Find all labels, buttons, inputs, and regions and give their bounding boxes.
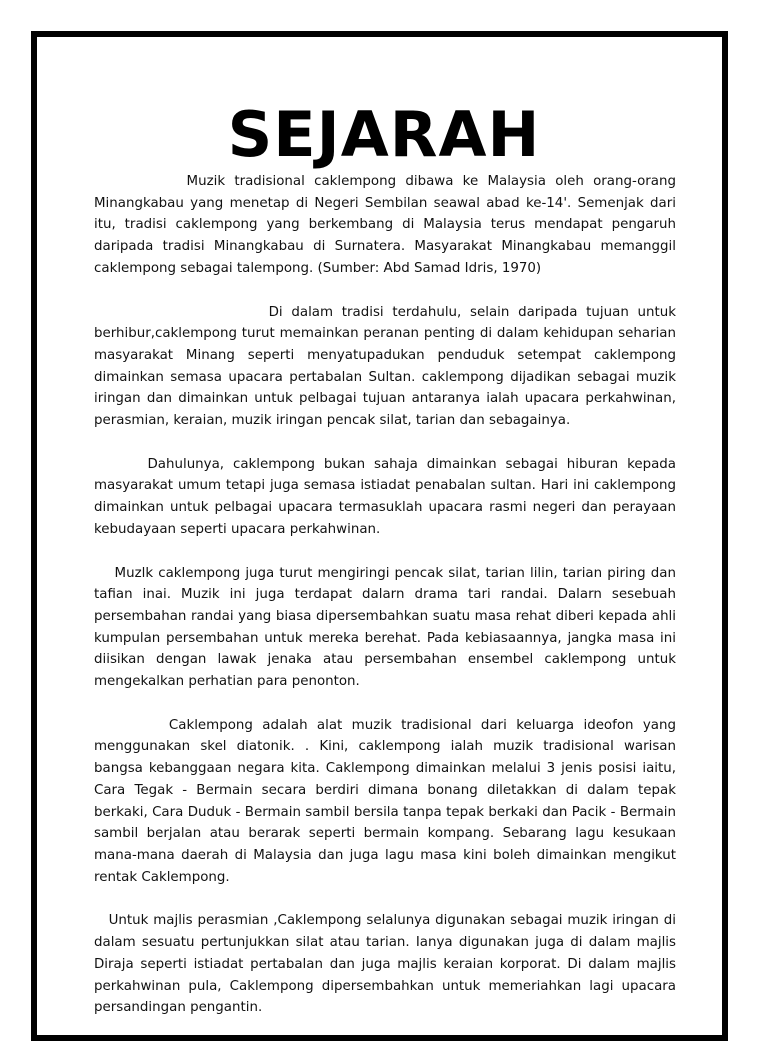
paragraph-text: Dahulunya, caklempong bukan sahaja dimainkan sebagai hiburan kepada masyarakat umum tetapi juga semasa istiadat penabalan sultan. Hari ini caklempong dimainkan untuk pelbagai upacara termasuklah upacara rasmi negeri dan perayaan kebudayaan seperti upacara perkahwinan. [94,456,676,537]
paragraph-text: Muzik tradisional caklempong dibawa ke Malaysia oleh orang-orang Minangkabau yang menetap di Negeri Sembilan seawal abad ke-14'. Semenjak dari itu, tradisi caklempong yang berkembang di Malaysia terus mendapat pengaruh daripada tradisi Minangkabau di Surnatera. Masyarakat Minangkabau memanggil caklempong sebagai talempong. (Sumber: Abd Samad Idris, 1970) [94,174,676,276]
paragraph-indent [94,718,169,733]
paragraph-indent [94,174,187,189]
page-title: SEJARAH [227,98,541,171]
paragraph [94,715,676,889]
paragraph [94,563,676,693]
body-text [94,171,676,1041]
paragraph-indent [94,913,109,928]
paragraph [94,302,676,432]
paragraph-indent [94,457,147,472]
paragraph [94,910,676,1019]
paragraph-indent [94,305,269,320]
paragraph-text: Caklempong adalah alat muzik tradisional dari keluarga ideofon yang menggunakan skel diatonik. . Kini, caklempong ialah muzik tradisional warisan bangsa kebanggaan negara kita. Caklempong dimainkan melalui 3 jenis posisi iaitu, Cara Tegak - Bermain secara berdiri dimana bonang diletakkan di dalam tepak berkaki, Cara Duduk - Bermain sambil bersila tanpa tepak berkaki dan Pacik - Bermain sambil berjalan atau berarak seperti bermain kompang. Sebarang lagu kesukaan mana-mana daerah di Malaysia dan juga lagu masa kini boleh dimainkan mengikut rentak Caklempong. [94,717,676,885]
paragraph-indent [94,566,115,581]
paragraph-text: Untuk majlis perasmian ,Caklempong selalunya digunakan sebagai muzik iringan di dalam sesuatu pertunjukkan silat atau tarian. Ianya digunakan juga di dalam majlis Diraja seperti istiadat pertabalan dan juga majlis keraian korporat. Di dalam majlis perkahwinan pula, Caklempong dipersembahkan untuk memeriahkan lagi upacara persandingan pengantin. [94,913,676,1016]
paragraph [94,171,676,280]
paragraph-text: Muzlk caklempong juga turut mengiringi pencak silat, tarian lilin, tarian piring dan tafian inai. Muzik ini juga terdapat dalarn drama tari randai. Dalarn sesebuah persembahan randai yang biasa dipersembahkan suatu masa rehat diberi kepada ahli kumpulan persembahan untuk mereka berehat. Pada kebiasaannya, jangka masa ini diisikan dengan lawak jenaka atau persembahan ensembel caklempong untuk mengekalkan perhatian para penonton. [94,565,676,690]
paragraph-text: Di dalam tradisi terdahulu, selain daripada tujuan untuk berhibur,caklempong turut memainkan peranan penting di dalam kehidupan seharian masyarakat Minang seperti menyatupadukan penduduk setempat caklempong dimainkan semasa upacara pertabalan Sultan. caklempong dijadikan sebagai muzik iringan dan dimainkan untuk pelbagai tujuan antaranya ialah upacara perkahwinan, perasmian, keraian, muzik iringan pencak silat, tarian dan sebagainya. [94,304,676,429]
paragraph [94,454,676,541]
